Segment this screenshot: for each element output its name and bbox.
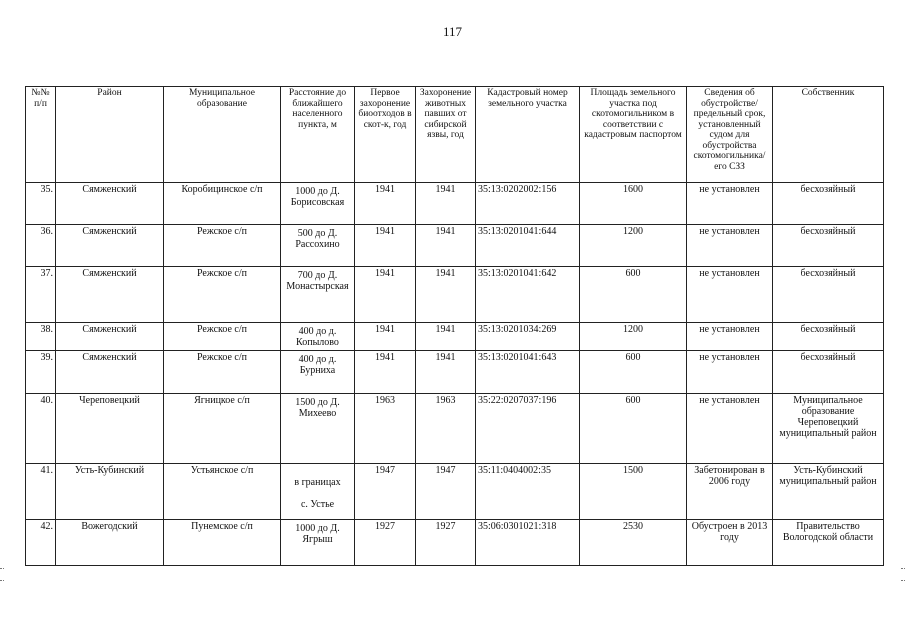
status-cell: Обустроен в 2013 году bbox=[687, 520, 773, 566]
status-cell: не установлен bbox=[687, 323, 773, 351]
distance-cell bbox=[281, 351, 355, 394]
header-area: Площадь земельного участка под скотомогильником в соответствии с кадастровым паспортом bbox=[580, 87, 687, 183]
first-burial-cell: 1963 bbox=[355, 394, 416, 464]
distance-place: с. Устье bbox=[300, 499, 335, 510]
municipality-cell: Устьянское с/п bbox=[164, 464, 281, 520]
area-cell: 600 bbox=[580, 394, 687, 464]
status-cell: не установлен bbox=[687, 394, 773, 464]
header-first-burial: Первое захоронение биоотходов в скот-к, год bbox=[355, 87, 416, 183]
margin-mark bbox=[901, 580, 905, 582]
row-number: 42. bbox=[26, 520, 56, 566]
table-row bbox=[26, 323, 884, 351]
header-status: Сведения об обустройстве/ предельный срок, установленный судом для обустройства скотомогильника/его СЗЗ bbox=[687, 87, 773, 183]
distance-text: 400 до д. Бурниха bbox=[298, 354, 337, 376]
distance-cell bbox=[281, 183, 355, 225]
owner-cell: бесхозяйный bbox=[773, 183, 884, 225]
row-number: 37. bbox=[26, 267, 56, 323]
table-row bbox=[26, 183, 884, 225]
anthrax-cell: 1941 bbox=[416, 323, 476, 351]
anthrax-cell: 1941 bbox=[416, 225, 476, 267]
distance-text: 1000 до Д. Ягрыш bbox=[295, 523, 340, 545]
distance-text: 1000 до Д. Борисовская bbox=[290, 186, 345, 208]
row-number: 39. bbox=[26, 351, 56, 394]
first-burial-cell: 1941 bbox=[355, 267, 416, 323]
status-cell: Забетонирован в 2006 году bbox=[687, 464, 773, 520]
cadastral-cell: 35:06:0301021:318 bbox=[476, 520, 580, 566]
cadastral-cell: 35:13:0202002:156 bbox=[476, 183, 580, 225]
cadastral-cell: 35:13:0201041:642 bbox=[476, 267, 580, 323]
distance-cell bbox=[281, 267, 355, 323]
owner-cell: бесхозяйный bbox=[773, 267, 884, 323]
district-cell: Череповецкий bbox=[56, 394, 164, 464]
district-cell: Усть-Кубинский bbox=[56, 464, 164, 520]
page-number: 117 bbox=[442, 24, 463, 39]
district-cell: Сямженский bbox=[56, 323, 164, 351]
anthrax-cell: 1941 bbox=[416, 183, 476, 225]
municipality-cell: Ягницкое с/п bbox=[164, 394, 281, 464]
table-row bbox=[26, 520, 884, 566]
table-header-row bbox=[26, 87, 884, 183]
first-burial-cell: 1941 bbox=[355, 225, 416, 267]
distance-text: в границах bbox=[294, 477, 341, 488]
cadastral-cell: 35:22:0207037:196 bbox=[476, 394, 580, 464]
first-burial-cell: 1941 bbox=[355, 323, 416, 351]
row-number: 38. bbox=[26, 323, 56, 351]
first-burial-cell: 1941 bbox=[355, 183, 416, 225]
district-cell: Вожегодский bbox=[56, 520, 164, 566]
table-row bbox=[26, 351, 884, 394]
distance-cell bbox=[281, 520, 355, 566]
district-cell: Сямженский bbox=[56, 267, 164, 323]
header-district: Район bbox=[56, 87, 164, 183]
row-number: 35. bbox=[26, 183, 56, 225]
distance-text: 700 до Д. Монастырская bbox=[286, 270, 349, 292]
margin-mark bbox=[0, 580, 4, 582]
distance-cell bbox=[281, 323, 355, 351]
header-distance: Расстояние до ближайшего населенного пункта, м bbox=[281, 87, 355, 183]
anthrax-cell: 1941 bbox=[416, 351, 476, 394]
distance-text: 500 до Д. Рассохино bbox=[295, 228, 340, 250]
header-municipality: Муниципальное образование bbox=[164, 87, 281, 183]
municipality-cell: Режское с/п bbox=[164, 267, 281, 323]
owner-cell: бесхозяйный bbox=[773, 351, 884, 394]
area-cell: 1600 bbox=[580, 183, 687, 225]
area-cell: 1200 bbox=[580, 225, 687, 267]
area-cell: 1500 bbox=[580, 464, 687, 520]
row-number: 40. bbox=[26, 394, 56, 464]
table-row bbox=[26, 267, 884, 323]
owner-cell: бесхозяйный bbox=[773, 225, 884, 267]
owner-cell: Усть-Кубинский муниципальный район bbox=[773, 464, 884, 520]
header-anthrax: Захоронение животных павших от сибирской язвы, год bbox=[416, 87, 476, 183]
cadastral-cell: 35:13:0201041:644 bbox=[476, 225, 580, 267]
owner-cell: Муниципальное образование Череповецкий муниципальный район bbox=[773, 394, 884, 464]
row-number: 36. bbox=[26, 225, 56, 267]
status-cell: не установлен bbox=[687, 183, 773, 225]
municipality-cell: Коробицинское с/п bbox=[164, 183, 281, 225]
cadastral-cell: 35:13:0201041:643 bbox=[476, 351, 580, 394]
status-cell: не установлен bbox=[687, 267, 773, 323]
margin-mark bbox=[901, 568, 905, 570]
distance-cell bbox=[281, 394, 355, 464]
status-cell: не установлен bbox=[687, 225, 773, 267]
header-num: №№ п/п bbox=[26, 87, 56, 183]
distance-text: 1500 до Д. Михеево bbox=[295, 397, 340, 419]
area-cell: 1200 bbox=[580, 323, 687, 351]
cadastral-cell: 35:11:0404002:35 bbox=[476, 464, 580, 520]
anthrax-cell: 1927 bbox=[416, 520, 476, 566]
cadastral-cell: 35:13:0201034:269 bbox=[476, 323, 580, 351]
municipality-cell: Режское с/п bbox=[164, 351, 281, 394]
anthrax-cell: 1963 bbox=[416, 394, 476, 464]
burial-sites-table bbox=[25, 86, 884, 566]
municipality-cell: Пунемское с/п bbox=[164, 520, 281, 566]
owner-cell: Правительство Вологодской области bbox=[773, 520, 884, 566]
margin-mark bbox=[0, 568, 4, 570]
distance-text: 400 до д. Копылово bbox=[296, 326, 339, 348]
area-cell: 2530 bbox=[580, 520, 687, 566]
district-cell: Сямженский bbox=[56, 225, 164, 267]
first-burial-cell: 1947 bbox=[355, 464, 416, 520]
status-cell: не установлен bbox=[687, 351, 773, 394]
first-burial-cell: 1927 bbox=[355, 520, 416, 566]
table-row bbox=[26, 464, 884, 520]
table-row bbox=[26, 394, 884, 464]
area-cell: 600 bbox=[580, 351, 687, 394]
district-cell: Сямженский bbox=[56, 183, 164, 225]
district-cell: Сямженский bbox=[56, 351, 164, 394]
municipality-cell: Режское с/п bbox=[164, 323, 281, 351]
header-cadastral: Кадастровый номер земельного участка bbox=[476, 87, 580, 183]
municipality-cell: Режское с/п bbox=[164, 225, 281, 267]
anthrax-cell: 1947 bbox=[416, 464, 476, 520]
table-row bbox=[26, 225, 884, 267]
distance-cell bbox=[281, 225, 355, 267]
anthrax-cell: 1941 bbox=[416, 267, 476, 323]
header-owner: Собственник bbox=[773, 87, 884, 183]
first-burial-cell: 1941 bbox=[355, 351, 416, 394]
row-number: 41. bbox=[26, 464, 56, 520]
area-cell: 600 bbox=[580, 267, 687, 323]
distance-cell bbox=[281, 464, 355, 520]
owner-cell: бесхозяйный bbox=[773, 323, 884, 351]
